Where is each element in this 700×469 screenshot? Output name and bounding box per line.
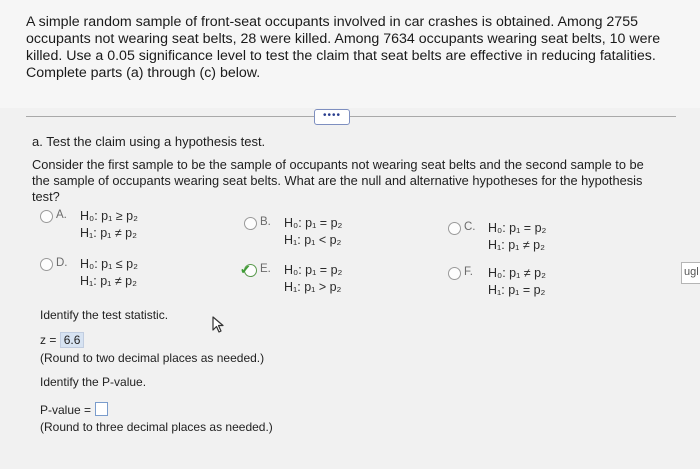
radio-button[interactable] <box>448 267 461 280</box>
option-a[interactable] <box>40 210 160 242</box>
option-letter: B. <box>260 216 271 228</box>
problem-header <box>0 0 700 108</box>
radio-button[interactable] <box>244 217 257 230</box>
pvalue-row <box>40 402 108 417</box>
hypothesis-question: Consider the first sample to be the sample of occupants not wearing seat belts and the second sample to be the sample of occupants wearing seat belts. What are the null and alternative hypotheses for the hypothesis test? <box>32 157 644 204</box>
option-letter: F. <box>464 266 473 278</box>
alternative-hypothesis: H₁: p₁ ≠ p₂ <box>80 226 137 240</box>
null-hypothesis: H₀: p₁ = p₂ <box>284 263 343 277</box>
null-hypothesis: H₀: p₁ ≥ p₂ <box>80 209 138 223</box>
pvalue-answer-field[interactable] <box>95 402 108 416</box>
option-letter: E. <box>260 263 271 275</box>
checkmark-icon: ✔ <box>240 262 251 277</box>
null-hypothesis: H₀: p₁ ≤ p₂ <box>80 257 138 271</box>
problem-statement: A simple random sample of front-seat occupants involved in car crashes is obtained. Among 2755 occupants not wearing seat belts, 28 were killed. Among 7634 occupants wearing seat belts, 10 were killed. Use a 0.05 significance level to test the claim that seat belts are effective in reducing fatalities. Complete parts (a) through (c) below. <box>26 14 661 81</box>
alternative-hypothesis: H₁: p₁ = p₂ <box>488 283 546 297</box>
option-c[interactable] <box>448 222 568 254</box>
expand-more-button[interactable]: •••• <box>314 109 350 125</box>
test-statistic-prompt: Identify the test statistic. <box>40 308 169 322</box>
alternative-hypothesis: H₁: p₁ > p₂ <box>284 280 342 294</box>
mouse-pointer-icon <box>212 316 226 339</box>
radio-button[interactable] <box>40 258 53 271</box>
alternative-hypothesis: H₁: p₁ ≠ p₂ <box>488 238 545 252</box>
side-panel-tab[interactable]: ugl <box>681 262 700 284</box>
part-a-label: a. Test the claim using a hypothesis test. <box>32 134 266 149</box>
divider <box>26 116 676 117</box>
option-letter: A. <box>56 209 67 221</box>
z-row <box>40 332 84 348</box>
pvalue-label: P-value = <box>40 403 92 417</box>
option-e-selected[interactable] <box>240 262 364 296</box>
option-letter: C. <box>464 221 476 233</box>
option-letter: D. <box>56 257 68 269</box>
radio-button[interactable] <box>448 222 461 235</box>
null-hypothesis: H₀: p₁ = p₂ <box>488 221 547 235</box>
null-hypothesis: H₀: p₁ = p₂ <box>284 216 343 230</box>
z-label: z = <box>40 333 57 347</box>
option-b[interactable] <box>244 217 364 249</box>
radio-button[interactable] <box>40 210 53 223</box>
null-hypothesis: H₀: p₁ ≠ p₂ <box>488 266 546 280</box>
option-d[interactable] <box>40 258 160 290</box>
pvalue-prompt: Identify the P-value. <box>40 375 147 389</box>
round-p-note: (Round to three decimal places as needed.) <box>40 420 273 434</box>
alternative-hypothesis: H₁: p₁ < p₂ <box>284 233 342 247</box>
z-answer-field[interactable]: 6.6 <box>60 332 85 348</box>
alternative-hypothesis: H₁: p₁ ≠ p₂ <box>80 274 137 288</box>
option-f[interactable] <box>448 267 568 299</box>
round-z-note: (Round to two decimal places as needed.) <box>40 351 265 365</box>
